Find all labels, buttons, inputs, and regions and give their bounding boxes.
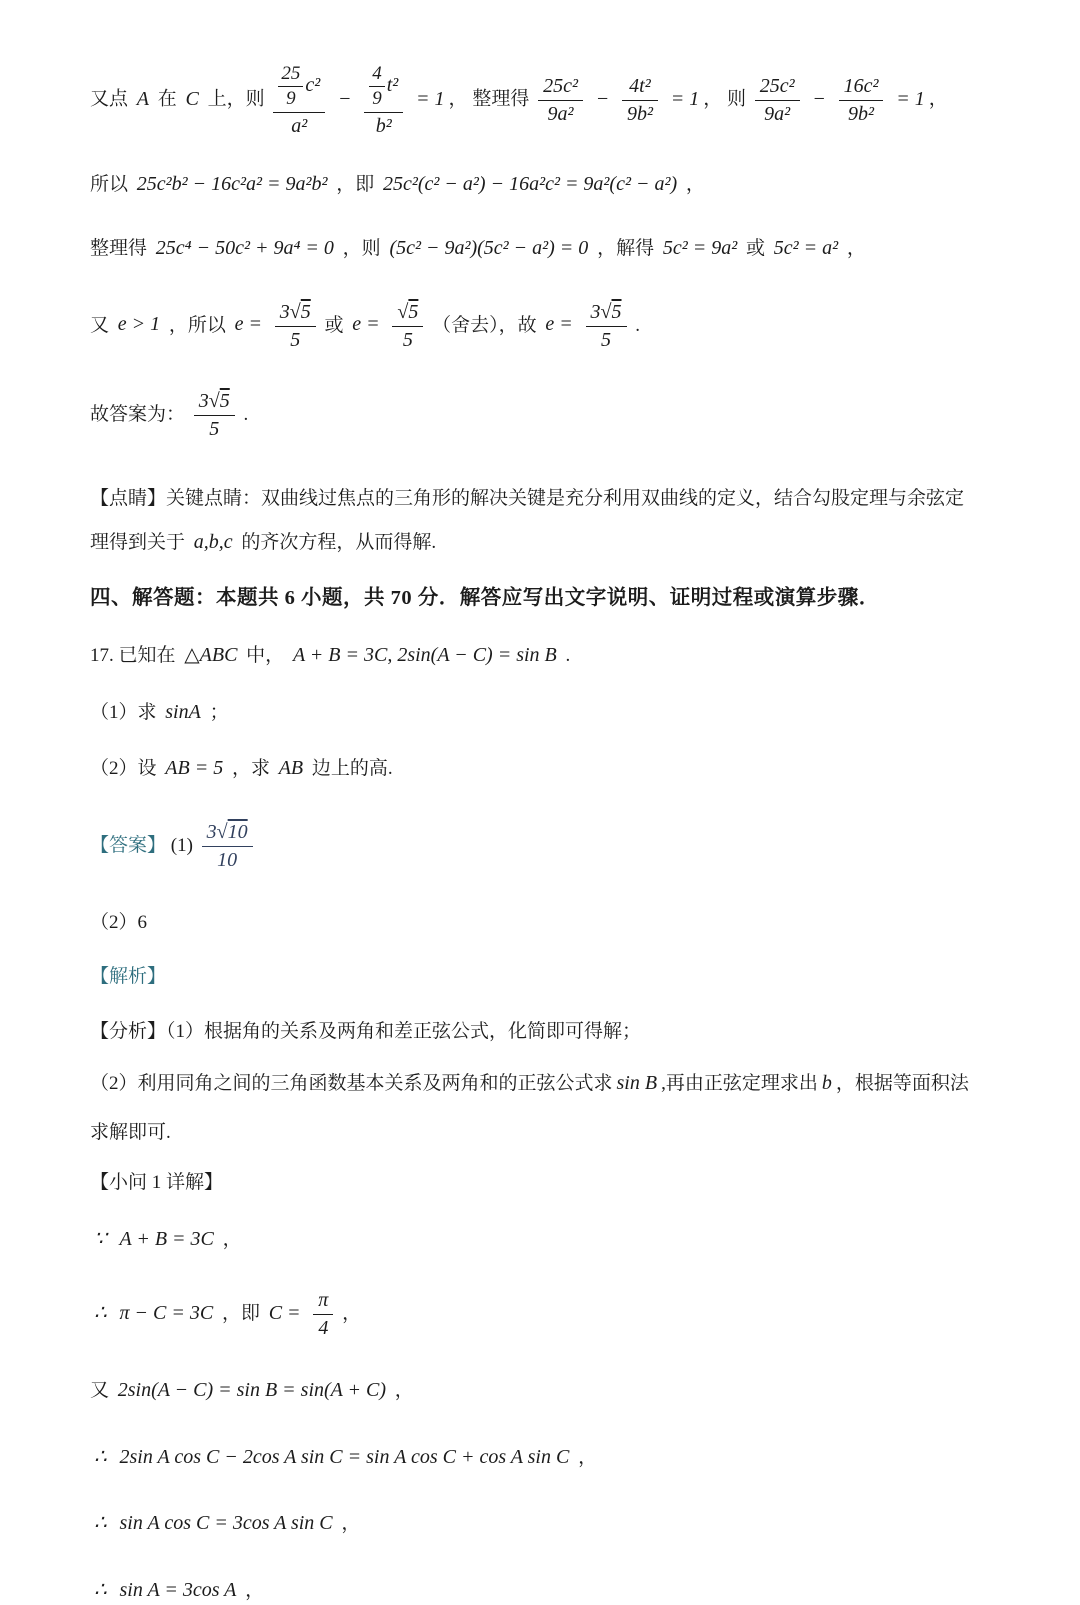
math-segment: 25c⁴ − 50c² + 9a⁴ = 0 [156, 237, 334, 259]
text-segment: 中， [246, 645, 284, 666]
text-segment: 边上的高. [312, 758, 393, 779]
math-segment: 25c²(c² − a²) − 16a²c² = 9a²(c² − a²) [383, 173, 677, 195]
fraction-numerator [273, 62, 325, 113]
text-segment: ，根据等面积法 [836, 1073, 969, 1094]
punctuation: ， [341, 1513, 360, 1534]
question-17-stem [90, 640, 990, 671]
question-17-part2 [90, 753, 990, 784]
fraction [538, 74, 583, 127]
derivation-line-2 [90, 1288, 990, 1341]
fraction-numerator: 25c² [755, 74, 800, 101]
math-segment: t² [387, 74, 399, 96]
punctuation: . [566, 645, 571, 666]
fraction-denominator: b² [364, 113, 403, 139]
math-segment: 25c²b² − 16c²a² = 9a²b² [137, 173, 328, 195]
fraction [755, 74, 800, 127]
fraction-nested [273, 62, 325, 139]
method-analysis-line-1 [90, 1018, 990, 1047]
text-segment: （2）设 [90, 758, 157, 779]
text-segment: ，求 [232, 758, 270, 779]
therefore-sign: ∴ [94, 1446, 107, 1468]
punctuation: ； [210, 702, 229, 723]
math-segment: A [137, 88, 149, 110]
fraction-numerator: 25 [278, 62, 303, 87]
answer-label: 【答案】 [90, 834, 166, 855]
fraction-denominator: 9b² [839, 101, 884, 127]
text-segment: （舍去），故 [432, 314, 537, 335]
fraction-sqrt [586, 300, 627, 353]
math-segment: (5c² − 9a²)(5c² − a²) = 0 [389, 237, 588, 259]
section-heading-text: 四、解答题：本题共 6 小题，共 70 分．解答应写出文字说明、证明过程或演算步骤． [90, 587, 880, 609]
hyperbola-solution-line-3 [90, 233, 990, 264]
fraction-denominator: 4 [313, 1315, 333, 1341]
section-heading [90, 583, 990, 614]
fraction-nested [364, 62, 403, 139]
punctuation: ， [449, 89, 468, 110]
fraction [313, 1288, 333, 1341]
text-segment: 或 [746, 238, 765, 259]
radicand: 10 [228, 821, 248, 843]
radicand: 5 [408, 301, 418, 323]
math-segment: 5c² = a² [774, 237, 838, 259]
fraction-sqrt [202, 820, 253, 873]
punctuation: ， [578, 1447, 597, 1468]
fraction-numerator: 4 [369, 62, 385, 87]
text-segment: 理得到关于 [90, 532, 185, 553]
fraction-denominator: 9 [278, 87, 303, 111]
fraction-numerator [275, 300, 316, 327]
text-segment: ,再由正弦定理求出 [661, 1073, 818, 1094]
math-segment: A + B = 3C, 2sin(A − C) = sin B [293, 644, 557, 666]
radical-sign: 3√ [199, 390, 220, 412]
math-segment: AB = 5 [165, 757, 223, 779]
fraction-denominator: 9a² [755, 101, 800, 127]
text-segment: 则 [727, 89, 746, 110]
math-segment: e = [235, 313, 262, 335]
radicand: 5 [220, 390, 230, 412]
text-segment: 又 [90, 1380, 109, 1401]
fraction-denominator: 9 [369, 87, 385, 111]
math-segment: sin A cos C = 3cos A sin C [119, 1512, 332, 1534]
text-segment: （2）6 [90, 912, 147, 933]
math-segment: 5c² = 9a² [663, 237, 737, 259]
text-segment: 【点睛】关键点睛：双曲线过焦点的三角形的解决关键是充分利用双曲线的定义，结合勾股定理与余弦定 [90, 488, 964, 509]
fraction-sqrt [194, 389, 235, 442]
math-segment: 2sin A cos C − 2cos A sin C = sin A cos C + cos A sin C [119, 1446, 569, 1468]
math-segment: = 1 [896, 88, 925, 110]
text-segment: ，则 [343, 238, 381, 259]
analysis-label-line [90, 963, 990, 992]
math-segment: A + B = 3C [119, 1228, 213, 1250]
fraction-numerator: 25c² [538, 74, 583, 101]
text-segment: 17. 已知在 [90, 645, 176, 666]
math-segment: = 1 [416, 88, 445, 110]
radical-sign: 3√ [591, 301, 612, 323]
radical-sign: √ [397, 301, 408, 323]
punctuation: . [244, 403, 249, 424]
radical-sign: 3√ [207, 821, 228, 843]
punctuation: ， [847, 238, 866, 259]
punctuation: ， [929, 89, 948, 110]
because-sign: ∵ [94, 1228, 107, 1250]
fraction-numerator [364, 62, 403, 113]
text-segment: （1）求 [90, 702, 157, 723]
math-segment: △ABC [184, 644, 237, 666]
fraction-numerator: 16c² [839, 74, 884, 101]
fraction [839, 74, 884, 127]
text-segment: ，所以 [169, 314, 226, 335]
fraction-numerator [392, 300, 423, 327]
derivation-line-6 [90, 1575, 990, 1605]
text-segment: 【分析】（1）根据角的关系及两角和差正弦公式，化简即可得解； [90, 1021, 641, 1042]
fraction [622, 74, 658, 127]
therefore-sign: ∴ [94, 1302, 107, 1324]
math-segment: 2sin(A − C) = sin B = sin(A + C) [118, 1379, 386, 1401]
punctuation: ， [686, 174, 705, 195]
punctuation: ， [703, 89, 722, 110]
math-segment: c² [305, 74, 320, 96]
hyperbola-solution-line-4 [90, 300, 990, 353]
text-segment: 在 [158, 89, 177, 110]
math-segment: sin B [617, 1072, 658, 1094]
math-segment: = 1 [671, 88, 700, 110]
method-analysis-line-2 [90, 1068, 990, 1099]
fraction-denominator: 5 [586, 327, 627, 353]
derivation-line-3 [90, 1375, 990, 1406]
fraction-sqrt [392, 300, 423, 353]
fraction-denominator: 5 [194, 416, 235, 442]
question-17-part1 [90, 697, 990, 728]
text-segment: 又点 [90, 89, 128, 110]
math-segment: b [822, 1072, 832, 1094]
punctuation: ， [245, 1580, 264, 1601]
text-segment: 上，则 [208, 89, 265, 110]
derivation-line-5 [90, 1508, 990, 1539]
text-segment: 整理得 [90, 238, 147, 259]
punctuation: ， [395, 1380, 414, 1401]
derivation-line-4 [90, 1442, 990, 1473]
text-segment: ，即 [336, 174, 374, 195]
math-segment: sin A = 3cos A [119, 1579, 236, 1601]
therefore-sign: ∴ [94, 1579, 107, 1601]
fraction-numerator [202, 820, 253, 847]
text-segment: ，解得 [597, 238, 654, 259]
fraction-small [278, 62, 303, 111]
text-segment: 的齐次方程，从而得解. [241, 532, 436, 553]
math-segment: C = [269, 1302, 301, 1324]
math-segment: e > 1 [118, 313, 160, 335]
hyperbola-solution-line-2 [90, 169, 990, 200]
punctuation: ， [342, 1303, 361, 1324]
math-segment: C [186, 88, 199, 110]
method-analysis-line-3 [90, 1119, 990, 1148]
radical-sign: 3√ [280, 301, 301, 323]
math-segment: e = [545, 313, 572, 335]
math-segment: π − C = 3C [119, 1302, 213, 1324]
math-segment: a,b,c [194, 531, 233, 553]
hyperbola-final-answer-line [90, 389, 990, 442]
answer-line [90, 820, 990, 873]
minus-sign: − [596, 88, 610, 110]
fraction-denominator: 10 [202, 847, 253, 873]
fraction-numerator [194, 389, 235, 416]
answer-part2-line [90, 909, 990, 938]
text-segment: 整理得 [472, 89, 529, 110]
math-segment: e = [352, 313, 379, 335]
fraction-denominator: 9a² [538, 101, 583, 127]
analysis-label: 【解析】 [90, 966, 166, 987]
text-segment: 所以 [90, 174, 128, 195]
math-segment: sinA [165, 701, 201, 723]
derivation-line-1 [90, 1224, 990, 1255]
text-segment: 求解即可. [90, 1122, 171, 1143]
fraction-small [369, 62, 385, 111]
text-segment: (1) [171, 834, 193, 855]
text-segment: ，即 [222, 1303, 260, 1324]
punctuation: ， [223, 1229, 242, 1250]
fraction-denominator: 5 [392, 327, 423, 353]
minus-sign: − [812, 88, 826, 110]
fraction-denominator: a² [273, 113, 325, 139]
radicand: 5 [301, 301, 311, 323]
fraction-numerator: 4t² [622, 74, 658, 101]
text-segment: 又 [90, 314, 109, 335]
detail-part1-label [90, 1169, 990, 1198]
hyperbola-solution-line-1 [90, 62, 990, 139]
therefore-sign: ∴ [94, 1512, 107, 1534]
text-segment: 【小问 1 详解】 [90, 1172, 223, 1193]
fraction-denominator: 9b² [622, 101, 658, 127]
punctuation: . [635, 314, 640, 335]
text-segment: 故答案为： [90, 403, 185, 424]
minus-sign: − [338, 88, 352, 110]
text-segment: 或 [325, 314, 344, 335]
text-segment: （2）利用同角之间的三角函数基本关系及两角和的正弦公式求 [90, 1073, 613, 1094]
math-segment: AB [279, 757, 303, 779]
radicand: 5 [612, 301, 622, 323]
fraction-numerator [586, 300, 627, 327]
fraction-denominator: 5 [275, 327, 316, 353]
fraction-sqrt [275, 300, 316, 353]
fraction-numerator: π [313, 1288, 333, 1315]
key-point-note [90, 478, 990, 566]
